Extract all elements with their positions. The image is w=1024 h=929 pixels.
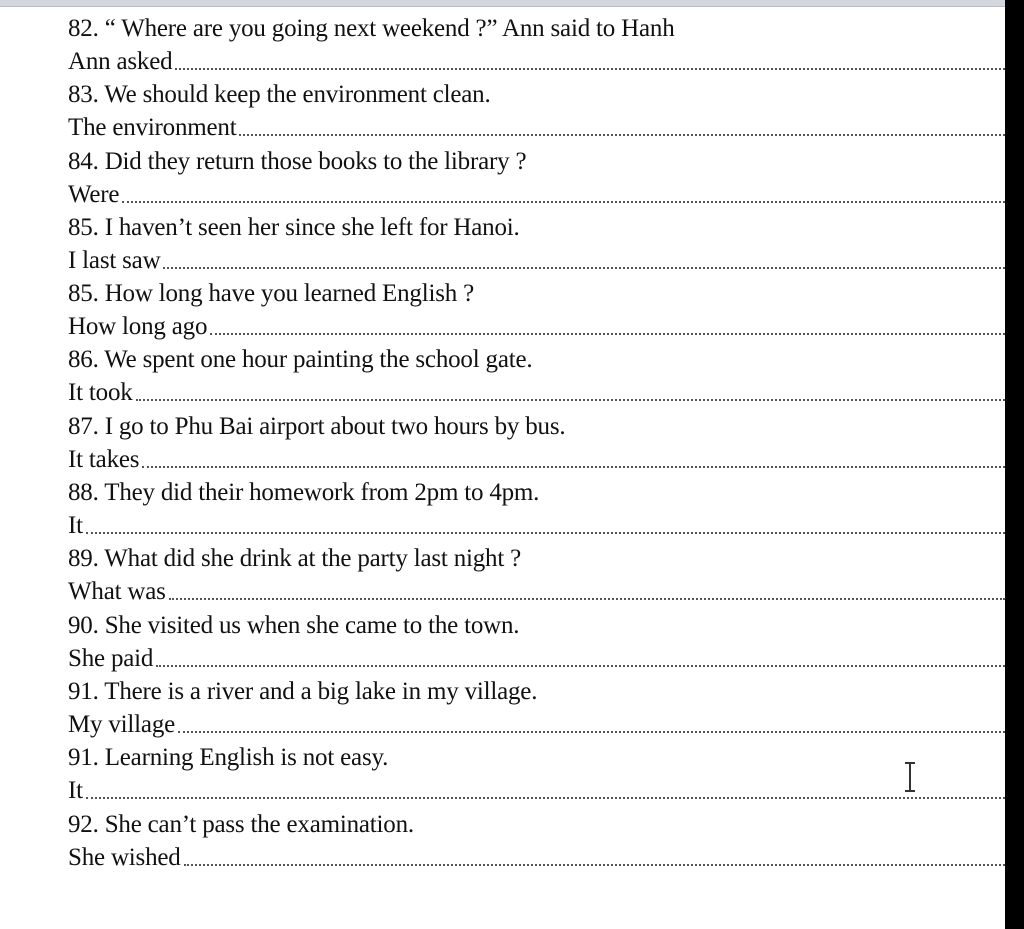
exercise-item	[68, 408, 1005, 474]
exercise-prompt: 83. We should keep the environment clean.	[68, 81, 491, 109]
answer-line[interactable]	[68, 775, 1005, 805]
dotted-fill-line	[122, 201, 1005, 203]
exercise-prompt: 85. I haven’t seen her since she left for Hanoi.	[68, 213, 520, 241]
dotted-fill-line	[136, 399, 1005, 401]
exercise-list	[68, 10, 1005, 872]
dotted-fill-line	[86, 532, 1005, 534]
answer-line[interactable]	[68, 444, 1005, 474]
answer-stem: What was	[68, 578, 166, 606]
exercise-item	[68, 739, 1005, 805]
exercise-prompt: 87. I go to Phu Bai airport about two hours by bus.	[68, 412, 566, 440]
answer-line[interactable]	[68, 842, 1005, 872]
dotted-fill-line	[86, 797, 1005, 799]
answer-stem: It	[68, 777, 83, 805]
answer-line[interactable]	[68, 311, 1005, 341]
exercise-item	[68, 673, 1005, 739]
text-cursor-icon	[902, 762, 918, 792]
exercise-item	[68, 209, 1005, 275]
dotted-fill-line	[169, 598, 1005, 600]
answer-stem: How long ago	[68, 313, 208, 341]
exercise-item	[68, 341, 1005, 407]
answer-stem: She wished	[68, 843, 181, 871]
ruler-strip	[0, 0, 1005, 7]
exercise-prompt: 91. Learning English is not easy.	[68, 744, 389, 772]
answer-stem: She paid	[68, 644, 154, 672]
answer-line[interactable]	[68, 112, 1005, 142]
exercise-prompt: 92. She can’t pass the examination.	[68, 810, 414, 838]
exercise-prompt: 82. “ Where are you going next weekend ?” Ann said to Hanh	[68, 15, 675, 42]
answer-stem: Ann asked	[68, 48, 173, 75]
exercise-item	[68, 10, 1005, 76]
answer-stem: My village	[68, 710, 176, 738]
dotted-fill-line	[210, 333, 1005, 335]
answer-stem: The environment	[68, 114, 237, 142]
exercise-prompt: 88. They did their homework from 2pm to 4pm.	[68, 479, 540, 507]
answer-stem: It	[68, 512, 83, 540]
dotted-fill-line	[163, 267, 1005, 269]
answer-stem: I last saw	[68, 246, 161, 274]
exercise-prompt: 84. Did they return those books to the library ?	[68, 147, 527, 175]
exercise-item	[68, 474, 1005, 540]
answer-stem: It took	[68, 379, 133, 407]
dotted-fill-line	[156, 665, 1005, 667]
dotted-fill-line	[184, 864, 1005, 866]
answer-line[interactable]	[68, 510, 1005, 540]
answer-line[interactable]	[68, 245, 1005, 275]
dotted-fill-line	[142, 466, 1005, 468]
answer-line[interactable]	[68, 46, 1005, 76]
exercise-prompt: 85. How long have you learned English ?	[68, 280, 474, 308]
answer-line[interactable]	[68, 643, 1005, 673]
exercise-item	[68, 275, 1005, 341]
exercise-prompt: 91. There is a river and a big lake in my village.	[68, 677, 538, 705]
dotted-fill-line	[239, 134, 1005, 136]
exercise-item	[68, 806, 1005, 872]
dotted-fill-line	[178, 731, 1005, 733]
exercise-item	[68, 143, 1005, 209]
exercise-prompt: 86. We spent one hour painting the school gate.	[68, 346, 533, 374]
exercise-item	[68, 76, 1005, 142]
answer-stem: It takes	[68, 445, 140, 473]
exercise-item	[68, 540, 1005, 606]
answer-line[interactable]	[68, 709, 1005, 739]
answer-line[interactable]	[68, 377, 1005, 407]
answer-stem: Were	[68, 180, 120, 208]
dotted-fill-line	[175, 68, 1005, 70]
exercise-prompt: 89. What did she drink at the party last night ?	[68, 545, 522, 573]
answer-line[interactable]	[68, 576, 1005, 606]
answer-line[interactable]	[68, 179, 1005, 209]
exercise-prompt: 90. She visited us when she came to the town.	[68, 611, 520, 639]
exercise-item	[68, 607, 1005, 673]
